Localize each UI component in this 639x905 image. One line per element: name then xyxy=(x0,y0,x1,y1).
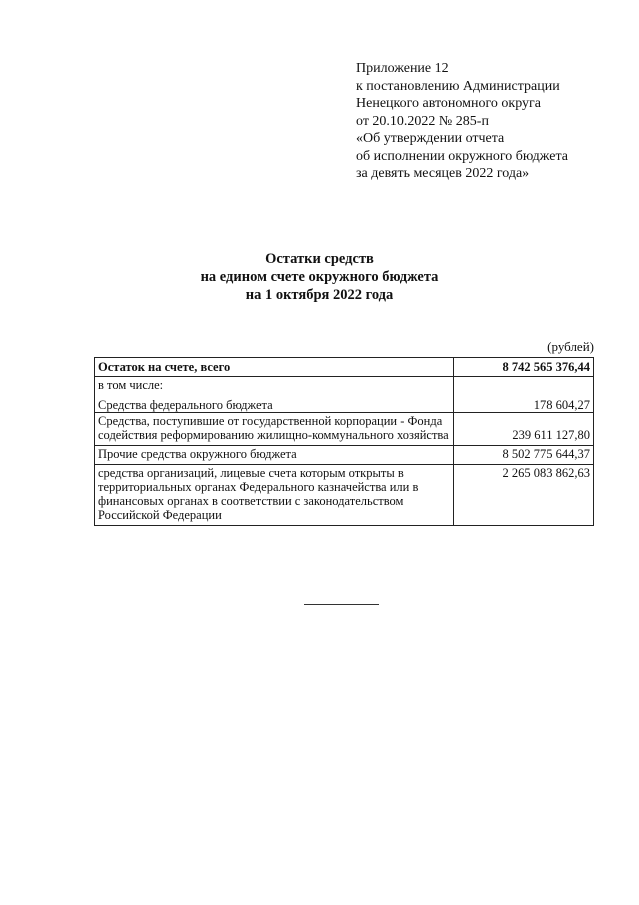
table-row xyxy=(95,377,594,413)
row-value: 239 611 127,80 xyxy=(454,413,594,446)
units-label: (рублей) xyxy=(547,339,594,354)
including-label xyxy=(95,377,454,413)
table-row xyxy=(95,413,594,446)
balances-table xyxy=(94,357,594,526)
title-line: на едином счете окружного бюджета xyxy=(200,269,439,285)
appendix-line: к постановлению Администрации xyxy=(356,78,560,94)
appendix-line: об исполнении окружного бюджета xyxy=(356,148,568,164)
table-row-total xyxy=(95,358,594,377)
table-row xyxy=(95,446,594,465)
closing-rule xyxy=(304,604,379,605)
title-line: на 1 октября 2022 года xyxy=(245,287,394,303)
row-label: Средства федерального бюджета xyxy=(98,398,273,412)
row-value: 8 502 775 644,37 xyxy=(454,446,594,465)
appendix-block xyxy=(356,60,568,183)
appendix-line: за девять месяцев 2022 года» xyxy=(356,166,530,181)
table-row xyxy=(95,465,594,526)
row-label: Средства, поступившие от государственной корпорации - Фонда содействия реформированию жилищно-коммунального хозяйства xyxy=(95,413,454,446)
row-label: Прочие средства окружного бюджета xyxy=(95,446,454,465)
including-text: в том числе: xyxy=(98,378,164,392)
appendix-line: «Об утверждении отчета xyxy=(356,131,505,146)
row-value: 178 604,27 xyxy=(454,377,594,413)
appendix-line: Ненецкого автономного округа xyxy=(356,96,541,111)
total-value: 8 742 565 376,44 xyxy=(454,358,594,377)
row-value: 2 265 083 862,63 xyxy=(454,465,594,526)
title-line: Остатки средств xyxy=(265,251,374,267)
appendix-line: Приложение 12 xyxy=(356,61,449,76)
appendix-line: от 20.10.2022 № 285-п xyxy=(356,113,489,129)
row-label: средства организаций, лицевые счета которым открыты в территориальных органах Федерального казначейства или в финансовых органах в соответствии с законодательством Российской Федерации xyxy=(95,465,454,526)
document-title xyxy=(0,250,639,304)
total-label: Остаток на счете, всего xyxy=(95,358,454,377)
